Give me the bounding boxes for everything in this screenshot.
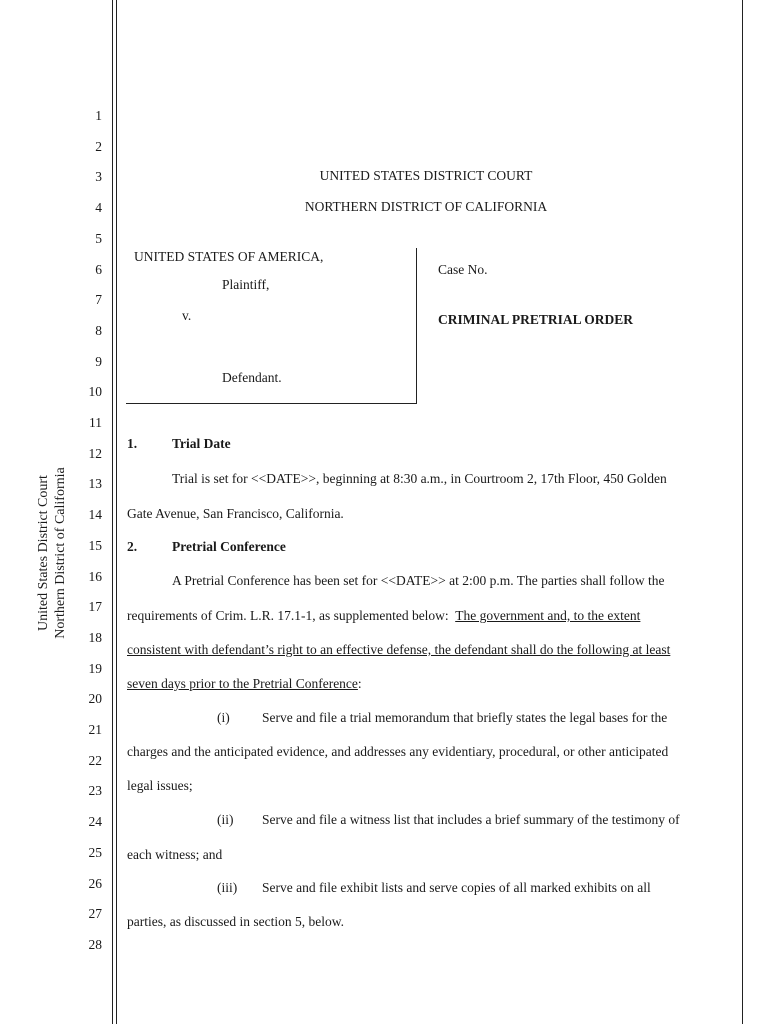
line-number: 18	[88, 629, 102, 645]
line-number: 27	[88, 906, 102, 922]
item-iii-line-2: parties, as discussed in section 5, below.	[127, 914, 344, 929]
section-1-line-2: Gate Avenue, San Francisco, California.	[127, 506, 344, 521]
order-title: CRIMINAL PRETRIAL ORDER	[438, 312, 634, 327]
section-2-line-4	[127, 676, 362, 692]
line-number: 7	[95, 292, 102, 308]
line-number: 14	[88, 507, 102, 523]
section-2-line-4-underlined: seven days prior to the Pretrial Conference	[127, 676, 358, 691]
section-2-line-2	[127, 608, 640, 624]
right-margin-rule	[742, 0, 743, 1024]
item-i-line-2: charges and the anticipated evidence, and addresses any evidentiary, procedural, or other anticipated	[127, 744, 669, 759]
section-2-line-4-tail: :	[357, 676, 362, 691]
line-number: 8	[95, 322, 102, 338]
line-number: 19	[88, 660, 102, 676]
line-number: 16	[88, 568, 102, 584]
line-number: 5	[95, 230, 102, 246]
court-title: UNITED STATES DISTRICT COURT	[319, 168, 533, 183]
section-2-heading: Pretrial Conference	[172, 539, 286, 554]
line-number: 3	[95, 169, 102, 185]
versus-label: v.	[182, 308, 192, 323]
line-number: 4	[95, 200, 102, 216]
section-2-line-3: consistent with defendant’s right to an effective defense, the defendant shall do the following at least	[127, 642, 671, 657]
item-ii-line-2: each witness; and	[127, 847, 223, 862]
section-2-number: 2.	[127, 539, 138, 554]
left-margin-rule-outer	[112, 0, 113, 1024]
item-i-line-1: Serve and file a trial memorandum that briefly states the legal bases for the	[262, 710, 668, 725]
line-number: 23	[88, 783, 102, 799]
plaintiff-label: Plaintiff,	[222, 277, 270, 292]
line-number: 15	[88, 537, 102, 553]
caption-divider-horizontal	[126, 403, 417, 404]
item-ii-line-1: Serve and file a witness list that includes a brief summary of the testimony of	[262, 812, 680, 827]
line-number: 6	[95, 261, 102, 277]
line-number: 22	[88, 752, 102, 768]
section-1-line-1: Trial is set for <<DATE>>, beginning at 8:30 a.m., in Courtroom 2, 17th Floor, 450 Golden	[172, 471, 667, 486]
section-2-line-2-plain: requirements of Crim. L.R. 17.1-1, as supplemented below:	[127, 608, 456, 623]
line-number: 10	[88, 384, 102, 400]
line-number: 21	[88, 722, 102, 737]
district-title: NORTHERN DISTRICT OF CALIFORNIA	[304, 199, 548, 214]
plaintiff-name: UNITED STATES OF AMERICA,	[134, 249, 324, 264]
sidebar-district-name: Northern District of California	[53, 467, 68, 639]
left-margin-rule-inner	[116, 0, 117, 1024]
defendant-label: Defendant.	[222, 370, 282, 385]
line-number: 24	[88, 814, 102, 830]
line-number: 25	[88, 844, 102, 860]
line-number: 2	[95, 138, 102, 154]
line-number: 28	[88, 936, 102, 952]
section-1-heading: Trial Date	[172, 436, 231, 451]
item-i-label: (i)	[217, 710, 230, 725]
item-i-line-3: legal issues;	[127, 778, 193, 793]
line-number: 12	[88, 445, 102, 461]
line-number: 26	[88, 875, 102, 891]
sidebar-court-name: United States District Court	[36, 475, 51, 631]
line-number: 1	[95, 108, 102, 123]
item-ii-label: (ii)	[217, 812, 234, 827]
line-number: 11	[89, 415, 102, 430]
court-sidebar-label	[35, 467, 69, 638]
section-2-line-2-underlined: The government and, to the extent	[455, 608, 641, 623]
case-number-label: Case No.	[438, 262, 488, 277]
line-number: 13	[88, 476, 102, 492]
item-iii-line-1: Serve and file exhibit lists and serve copies of all marked exhibits on all	[262, 880, 651, 895]
item-iii-label: (iii)	[217, 880, 238, 895]
line-number: 17	[88, 599, 102, 615]
line-number: 20	[88, 691, 102, 707]
line-number: 9	[95, 353, 102, 369]
section-1-number: 1.	[127, 436, 138, 451]
caption-divider-vertical	[416, 248, 417, 404]
section-2-line-1: A Pretrial Conference has been set for <<DATE>> at 2:00 p.m. The parties shall follow the	[172, 573, 665, 588]
